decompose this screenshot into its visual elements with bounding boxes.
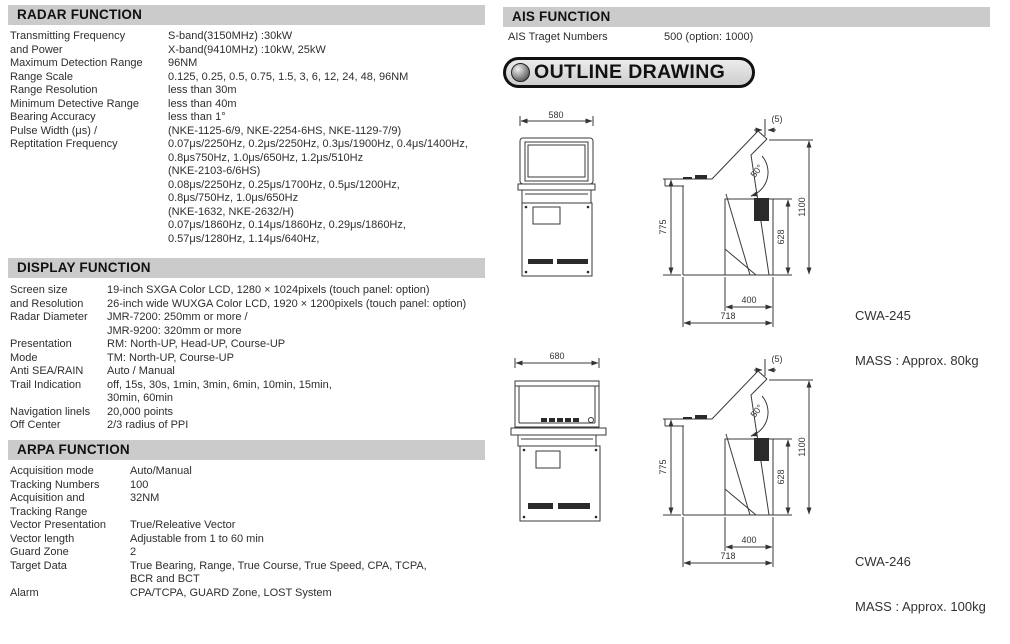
spec-row <box>10 392 485 406</box>
spec-row <box>10 519 485 533</box>
spec-value: True/Releative Vector <box>130 519 236 531</box>
section-header-display <box>8 258 485 278</box>
dim-front-width: 580 <box>548 110 564 120</box>
spec-label: Tracking Range <box>10 505 88 518</box>
spec-value: (NKE-1632, NKE-2632/H) <box>168 205 294 218</box>
spec-label: Reptitation Frequency <box>10 138 118 150</box>
outline-drawing-cwa246 <box>505 345 835 590</box>
side-view <box>658 114 813 327</box>
spec-row <box>10 233 485 247</box>
spec-value: (NKE-1125-6/9, NKE-2254-6HS, NKE-1129-7/9) <box>168 124 402 137</box>
side-view <box>658 354 813 567</box>
spec-value: BCR and BCT <box>130 573 200 585</box>
spec-label: AIS Traget Numbers <box>508 31 608 43</box>
model-mass: MASS : Approx. 80kg <box>855 353 979 368</box>
spec-value: 26-inch wide WUXGA Color LCD, 1920 × 1200pixels (touch panel: option) <box>107 297 467 310</box>
spec-value: 2 <box>130 546 137 558</box>
dim-mid-height: 628 <box>776 469 786 485</box>
spec-row <box>10 506 485 520</box>
spec-label: Minimum Detective Range <box>10 97 139 110</box>
dim-total-height: 1100 <box>797 197 807 217</box>
radar-spec-table <box>10 30 485 246</box>
spec-value: 0.08μs/2250Hz, 0.25μs/1700Hz, 0.5μs/1200Hz, <box>168 178 400 191</box>
spec-label: Vector Presentation <box>10 519 107 531</box>
spec-value: Auto / Manual <box>107 365 175 377</box>
outline-drawing-cwa245 <box>505 105 835 340</box>
dim-total-depth: 718 <box>720 551 736 561</box>
spec-value: less than 30m <box>168 84 237 96</box>
ais-spec-table <box>508 31 990 45</box>
spec-value: 0.125, 0.25, 0.5, 0.75, 1.5, 3, 6, 12, 24, 48, 96NM <box>168 70 409 83</box>
spec-label: Trail Indication <box>10 378 82 391</box>
section-title: AIS FUNCTION <box>512 9 611 24</box>
spec-value: 2/3 radius of PPI <box>107 419 189 431</box>
spec-row <box>10 533 485 547</box>
spec-value: 0.57μs/1280Hz, 1.14μs/640Hz, <box>168 232 320 245</box>
spec-row <box>10 57 485 71</box>
spec-row <box>10 219 485 233</box>
front-view <box>518 110 595 276</box>
section-title: DISPLAY FUNCTION <box>17 260 151 275</box>
spec-value: JMR-7200: 250mm or more / <box>107 311 248 323</box>
spec-value: off, 15s, 30s, 1min, 3min, 6min, 10min, 15min, <box>107 378 332 391</box>
spec-row <box>10 479 485 493</box>
spec-row <box>10 98 485 112</box>
model-label-cwa245 <box>855 278 979 398</box>
spec-value: 30min, 60min <box>107 392 174 404</box>
spec-value: Adjustable from 1 to 60 min <box>130 532 264 545</box>
spec-label: Bearing Accuracy <box>10 111 96 123</box>
spec-label: Acquisition and <box>10 492 85 504</box>
dim-base-depth: 400 <box>741 535 757 545</box>
spec-value: 0.07μs/2250Hz, 0.2μs/2250Hz, 0.3μs/1900Hz, 0.4μs/1400Hz, <box>168 138 468 150</box>
sphere-icon <box>511 63 530 82</box>
spec-value: Auto/Manual <box>130 465 192 477</box>
spec-row <box>10 492 485 506</box>
spec-row <box>10 30 485 44</box>
spec-label: Vector length <box>10 532 75 545</box>
dim-mid-height: 628 <box>776 229 786 245</box>
spec-label: Acquisition mode <box>10 465 94 477</box>
spec-label <box>10 192 168 206</box>
spec-row <box>10 406 485 420</box>
spec-value: 32NM <box>130 492 160 504</box>
spec-label: Range Resolution <box>10 84 98 96</box>
model-label-cwa246 <box>855 524 986 644</box>
spec-row <box>10 111 485 125</box>
dim-angle: 50° <box>748 402 765 420</box>
outline-drawing-badge-label: OUTLINE DRAWING <box>534 61 726 83</box>
spec-label <box>10 179 168 193</box>
model-number: CWA-245 <box>855 308 911 323</box>
spec-row <box>10 298 485 312</box>
spec-label <box>10 219 168 233</box>
spec-row <box>10 352 485 366</box>
spec-row <box>10 365 485 379</box>
spec-value: CPA/TCPA, GUARD Zone, LOST System <box>130 586 332 599</box>
spec-label <box>10 165 168 179</box>
spec-value: TM: North-UP, Course-UP <box>107 351 234 364</box>
spec-row <box>10 573 485 587</box>
spec-value: JMR-9200: 320mm or more <box>107 324 242 337</box>
model-mass: MASS : Approx. 100kg <box>855 599 986 614</box>
spec-label: Transmitting Frequency <box>10 30 126 42</box>
spec-label: Guard Zone <box>10 546 69 558</box>
spec-row <box>10 84 485 98</box>
spec-value: True Bearing, Range, True Course, True Speed, CPA, TCPA, <box>130 559 427 572</box>
spec-row <box>10 152 485 166</box>
section-header-radar <box>8 5 485 25</box>
spec-row <box>10 138 485 152</box>
spec-value: 19-inch SXGA Color LCD, 1280 × 1024pixels (touch panel: option) <box>107 284 430 296</box>
spec-value: less than 40m <box>168 97 237 110</box>
spec-row <box>10 546 485 560</box>
dim-base-depth: 400 <box>741 295 757 305</box>
spec-row <box>10 284 485 298</box>
spec-row <box>10 311 485 325</box>
spec-label <box>10 325 107 339</box>
spec-value: 100 <box>130 478 149 491</box>
spec-label: and Resolution <box>10 297 84 310</box>
model-number: CWA-246 <box>855 554 911 569</box>
spec-row <box>10 71 485 85</box>
spec-row <box>10 338 485 352</box>
dim-angle: 50° <box>748 162 765 180</box>
spec-label: Mode <box>10 351 38 364</box>
spec-value: 0.8μs/750Hz, 1.0μs/650Hz <box>168 192 299 204</box>
spec-row <box>508 31 990 45</box>
spec-value: 20,000 points <box>107 405 174 418</box>
spec-label: Navigation linels <box>10 405 91 418</box>
spec-label: Anti SEA/RAIN <box>10 365 84 377</box>
spec-row <box>10 419 485 433</box>
section-header-arpa <box>8 440 485 460</box>
front-view <box>511 351 606 521</box>
arpa-spec-table <box>10 465 485 600</box>
spec-value: (NKE-2103-6/6HS) <box>168 165 261 177</box>
spec-label <box>10 233 168 247</box>
spec-value: RM: North-UP, Head-UP, Course-UP <box>107 338 286 350</box>
spec-row <box>10 465 485 479</box>
spec-row <box>10 560 485 574</box>
spec-label: Presentation <box>10 338 72 350</box>
spec-row <box>10 44 485 58</box>
spec-label: and Power <box>10 43 63 56</box>
spec-label: Alarm <box>10 586 39 599</box>
dim-total-height: 1100 <box>797 437 807 457</box>
spec-value: 0.8μs750Hz, 1.0μs/650Hz, 1.2μs/510Hz <box>168 151 364 164</box>
spec-label: Tracking Numbers <box>10 478 100 491</box>
spec-label: Target Data <box>10 559 67 572</box>
spec-value: X-band(9410MHz) :10kW, 25kW <box>168 43 326 56</box>
spec-label: Screen size <box>10 284 68 296</box>
spec-label <box>10 573 130 587</box>
section-title: ARPA FUNCTION <box>17 442 130 457</box>
spec-row <box>10 179 485 193</box>
spec-label <box>10 152 168 166</box>
spec-label: Radar Diameter <box>10 311 88 323</box>
spec-label: Pulse Width (μs) / <box>10 124 98 137</box>
dim-total-depth: 718 <box>720 311 736 321</box>
spec-label <box>10 392 107 406</box>
outline-drawing-badge <box>503 57 755 88</box>
dim-gap: (5) <box>771 114 783 124</box>
spec-value: 500 (option: 1000) <box>664 31 754 43</box>
spec-row <box>10 206 485 220</box>
dim-shelf-height: 775 <box>658 219 668 235</box>
spec-row <box>10 325 485 339</box>
spec-value: S-band(3150MHz) :30kW <box>168 30 293 42</box>
dim-gap: (5) <box>771 354 783 364</box>
spec-value: 96NM <box>168 57 198 69</box>
spec-value: 0.07μs/1860Hz, 0.14μs/1860Hz, 0.29μs/1860Hz, <box>168 219 406 231</box>
spec-row <box>10 192 485 206</box>
spec-row <box>10 379 485 393</box>
spec-value: less than 1° <box>168 111 226 123</box>
spec-row <box>10 165 485 179</box>
section-title: RADAR FUNCTION <box>17 7 143 22</box>
spec-label: Off Center <box>10 419 61 431</box>
spec-row <box>10 587 485 601</box>
spec-label: Range Scale <box>10 70 73 83</box>
spec-label: Maximum Detection Range <box>10 57 143 69</box>
display-spec-table <box>10 284 485 433</box>
spec-row <box>10 125 485 139</box>
section-header-ais <box>503 7 990 27</box>
spec-label <box>10 206 168 220</box>
dim-shelf-height: 775 <box>658 459 668 475</box>
dim-front-width: 680 <box>549 351 565 361</box>
